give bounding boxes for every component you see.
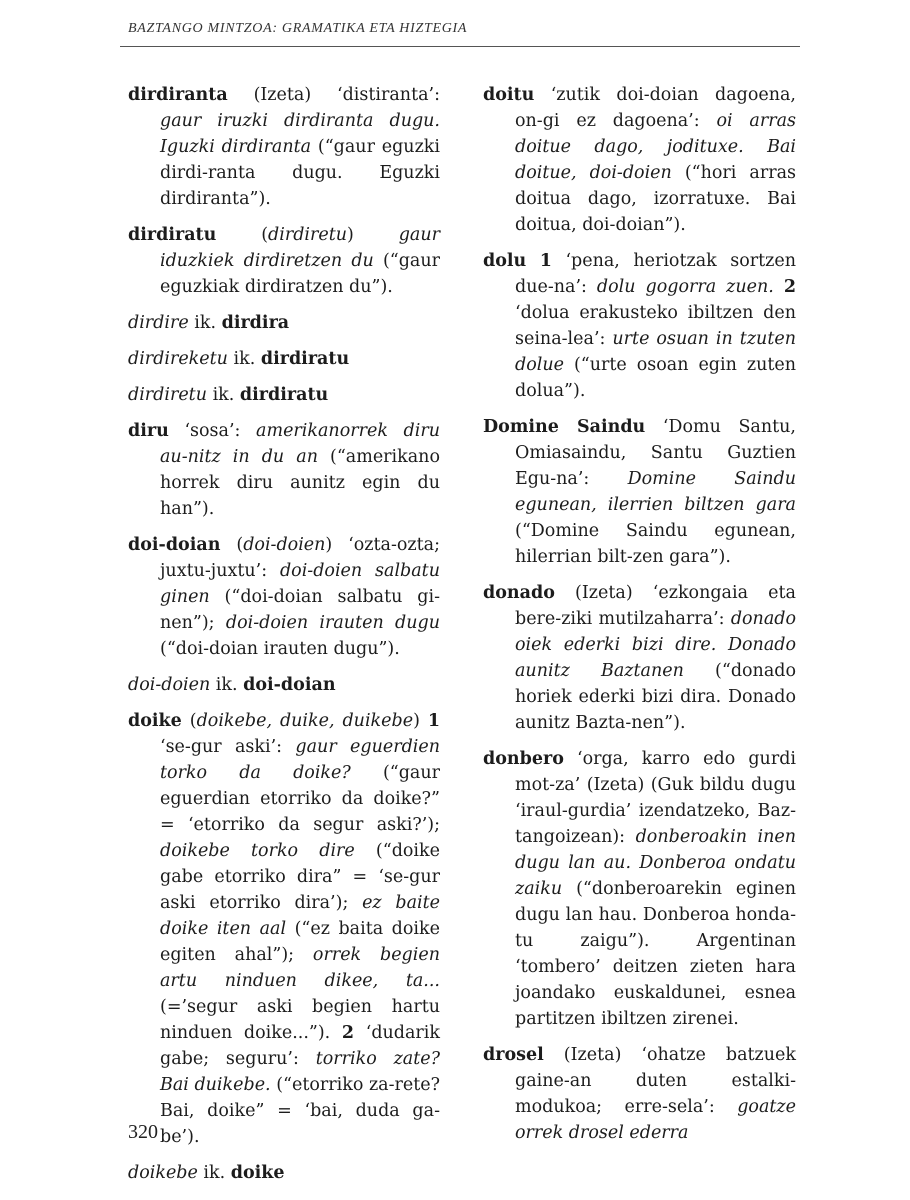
dictionary-entry — [483, 746, 796, 1032]
dictionary-entry — [483, 1042, 796, 1146]
entry-text: ‘sosa’: — [168, 421, 257, 441]
entry-text: ik. — [197, 1163, 231, 1183]
entry-headword: doi-doien — [128, 675, 211, 695]
entry-example: doi-doien — [243, 535, 326, 555]
dictionary-entry — [483, 82, 796, 238]
entry-headword: doikebe — [128, 1163, 198, 1183]
dictionary-entry — [483, 248, 796, 404]
entry-example: gaur iduzkiek dirdiretzen du — [160, 225, 441, 271]
dictionary-entry — [483, 580, 796, 736]
entry-text: (“gaur eguzkiak dirdiratzen du”). — [160, 251, 440, 297]
entry-headword: doitu — [483, 85, 535, 105]
entry-bold-term: 1 — [427, 711, 441, 731]
entry-text: ‘pena, heriotzak sortzen due-na’: — [515, 251, 796, 297]
entry-headword: dolu — [483, 251, 527, 271]
entry-example: ez baite doike iten aal — [160, 893, 440, 939]
dictionary-entry — [128, 708, 440, 1150]
entry-example: torriko zate? Bai duikebe. — [160, 1049, 440, 1095]
entry-bold-term: 1 — [539, 251, 552, 271]
entry-text: (“etorriko za-rete? Bai, doike” = ‘bai, duda ga-be’). — [160, 1075, 440, 1147]
right-column — [483, 82, 796, 1146]
entry-example: oi arras doitue dago, jodituxe. Bai doitue, doi-doien — [515, 111, 796, 183]
entry-bold-term: dirdira — [221, 313, 290, 333]
dictionary-entry — [128, 382, 440, 408]
entry-example: dirdiretu — [268, 225, 348, 245]
entry-text: ) — [413, 711, 428, 731]
dictionary-entry — [128, 222, 440, 300]
page-number: 320 — [128, 1121, 158, 1143]
entry-bold-term: doi-doian — [243, 675, 336, 695]
entry-example: doi-doien salbatu ginen — [160, 561, 440, 607]
entry-text: ik. — [207, 385, 240, 405]
entry-example: donado oiek ederki bizi dire. Donado aunitz Baztanen — [515, 609, 796, 681]
entry-text: (“donado horiek ederki bizi dira. Donado aunitz Bazta-nen”). — [515, 661, 796, 733]
entry-text: ) ‘ozta-ozta; juxtu-juxtu’: — [160, 535, 440, 581]
entry-headword: dirdiratu — [128, 225, 217, 245]
entry-text: ‘se-gur aski’: — [160, 737, 296, 757]
entry-headword: dirdireketu — [128, 349, 228, 369]
entry-headword: doike — [128, 711, 182, 731]
entry-text: (Izeta) ‘ezkongaia eta bere-ziki mutilzaharra’: — [515, 583, 796, 629]
entry-text: (“doi-doian irauten dugu”). — [160, 639, 400, 659]
entry-example: amerikanorrek diru au-nitz in du an — [160, 421, 440, 467]
entry-example: dolu gogorra zuen. — [596, 277, 774, 297]
entry-text: ( — [181, 711, 197, 731]
dictionary-entry — [128, 310, 440, 336]
entry-text: ( — [216, 225, 269, 245]
entry-text: (“doike gabe etorriko dira” = ‘se-gur aski etorriko dira’); — [160, 841, 440, 913]
entry-text: (Izeta) ‘distiranta’: — [227, 85, 440, 105]
entry-example: doi-doien irauten dugu — [225, 613, 440, 633]
entry-headword: doi-doian — [128, 535, 221, 555]
entry-example: gaur eguerdien torko da doike? — [160, 737, 440, 783]
running-head: BAZTANGO MINTZOA: GRAMATIKA ETA HIZTEGIA — [128, 21, 468, 36]
entry-text: ‘Domu Santu, Omiasaindu, Santu Guztien Egu-na’: — [515, 417, 796, 489]
entry-example: doikebe torko dire — [160, 841, 355, 861]
dictionary-entry — [128, 532, 440, 662]
entry-headword: dirdiretu — [128, 385, 207, 405]
entry-text: (“Domine Saindu egunean, hilerrian bilt-zen gara”). — [515, 521, 796, 567]
entry-example: urte osuan in tzuten dolue — [515, 329, 796, 375]
entry-example: donberoakin inen dugu lan au. Donberoa ondatu zaiku — [515, 827, 797, 899]
entry-text: ‘zutik doi-doian dagoena, on-gi ez dagoena’: — [515, 85, 796, 131]
left-column — [128, 82, 440, 1186]
entry-text: (“ez baita doike egiten ahal”); — [160, 919, 440, 965]
entry-text: (=’segur aski begien hartu ninduen doike...”). — [160, 997, 440, 1043]
entry-text: (“urte osoan egin zuten dolua”). — [515, 355, 796, 401]
entry-headword: diru — [128, 421, 169, 441]
dictionary-entry — [128, 1160, 440, 1186]
entry-text: (“donberoarekin eginen dugu lan hau. Donberoa honda-tu zaigu”). Argentinan ‘tombero’ deitzen zieten hara joandako euskaldunei, esnea partitzen ibiltzen zirenei. — [515, 879, 796, 1029]
entry-text: ) — [347, 225, 399, 245]
entry-bold-term: 2 — [341, 1023, 355, 1043]
entry-bold-term: dirdiratu — [260, 349, 350, 369]
entry-bold-term: dirdiratu — [239, 385, 329, 405]
dictionary-entry — [128, 82, 440, 212]
entry-headword: donbero — [483, 749, 564, 769]
entry-bold-term: doike — [230, 1163, 285, 1183]
entry-text — [526, 251, 540, 271]
entry-example: doikebe, duike, duikebe — [196, 711, 414, 731]
entry-text: ik. — [227, 349, 261, 369]
entry-text: ( — [220, 535, 244, 555]
dictionary-entry — [483, 414, 796, 570]
entry-text: ‘dudarik gabe; seguru’: — [160, 1023, 440, 1069]
entry-bold-term: 2 — [783, 277, 796, 297]
entry-headword: Domine Saindu — [483, 417, 646, 437]
entry-text: (“doi-doian salbatu gi-nen”); — [160, 587, 440, 633]
dictionary-entry — [128, 418, 440, 522]
dictionary-entry — [128, 672, 440, 698]
entry-text — [774, 277, 784, 297]
entry-headword: drosel — [483, 1045, 544, 1065]
entry-headword: dirdire — [128, 313, 189, 333]
entry-text: (“gaur eguerdian etorriko da doike?” = ‘etorriko da segur aski?’); — [160, 763, 440, 835]
entry-example: Domine Saindu egunean, ilerrien biltzen gara — [515, 469, 796, 515]
entry-example: orrek begien artu ninduen dikee, ta... — [160, 945, 440, 991]
entry-text: ik. — [210, 675, 244, 695]
entry-headword: dirdiranta — [128, 85, 228, 105]
dictionary-entry — [128, 346, 440, 372]
entry-text: ‘orga, karro edo gurdi mot-za’ (Izeta) (Guk bildu dugu ‘iraul-gurdia’ izendatzeko, Baz-tangoizean): — [515, 749, 796, 847]
entry-text: ‘dolua erakusteko ibiltzen den seina-lea’: — [515, 303, 796, 349]
entry-example: goatze orrek drosel ederra — [515, 1097, 796, 1143]
entry-text: (“hori arras doitua dago, izorratuxe. Bai doitua, doi-doian”). — [515, 163, 796, 235]
entry-text: (“amerikano horrek diru aunitz egin du han”). — [160, 447, 440, 519]
entry-text: ik. — [188, 313, 222, 333]
entry-text: (“gaur eguzki dirdi-ranta dugu. Eguzki dirdiranta”). — [160, 137, 440, 209]
entry-text: (Izeta) ‘ohatze batzuek gaine-an duten estalki-modukoa; erre-sela’: — [515, 1045, 796, 1117]
header-rule — [120, 46, 800, 47]
entry-headword: donado — [483, 583, 555, 603]
entry-example: gaur iruzki dirdiranta dugu. Iguzki dirdiranta — [160, 111, 440, 157]
